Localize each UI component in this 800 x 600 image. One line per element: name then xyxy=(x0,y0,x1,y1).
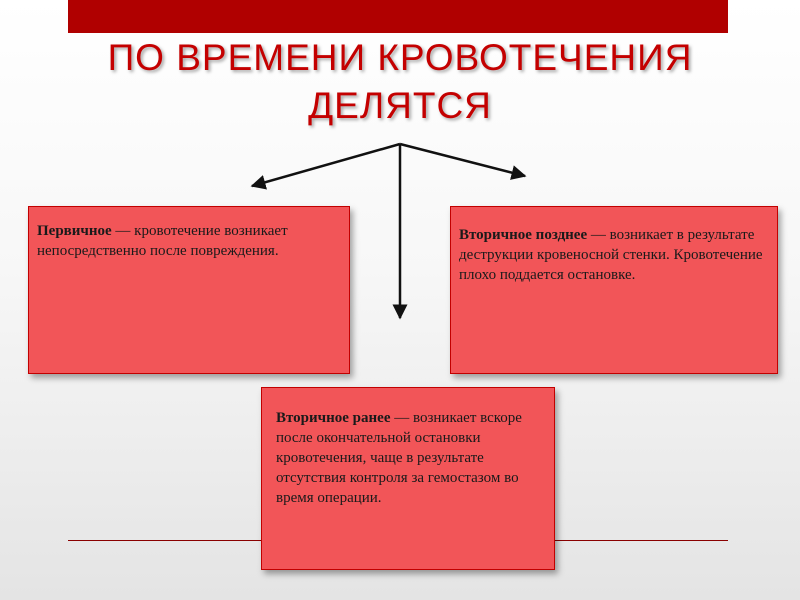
secondary-early-description xyxy=(276,408,540,508)
slide-title-line1: ПО ВРЕМЕНИ КРОВОТЕЧЕНИЯ xyxy=(107,37,693,78)
secondary-late-description xyxy=(459,225,769,285)
arrow-to-right-box xyxy=(400,144,525,176)
secondary-late-term: Вторичное позднее xyxy=(459,227,588,243)
slide-title-line2: ДЕЛЯТСЯ xyxy=(308,85,492,126)
arrow-to-left-box xyxy=(252,144,400,186)
primary-bleeding-description xyxy=(37,221,341,261)
secondary-early-text: — возникает вскоре после окончательной остановки кровотечения, чаще в результате отсутствия контроля за гемостазом во время операции. xyxy=(276,410,522,506)
secondary-late-text: — возникает в результате деструкции кровеносной стенки. Кровотечение плохо поддается остановке. xyxy=(459,227,763,283)
primary-bleeding-box xyxy=(28,206,350,374)
primary-bleeding-text: — кровотечение возникает непосредственно после повреждения. xyxy=(37,223,288,259)
primary-bleeding-term: Первичное xyxy=(37,223,112,239)
secondary-early-bleeding-box xyxy=(261,387,555,570)
secondary-early-term: Вторичное ранее xyxy=(276,410,391,426)
secondary-late-bleeding-box xyxy=(450,206,778,374)
